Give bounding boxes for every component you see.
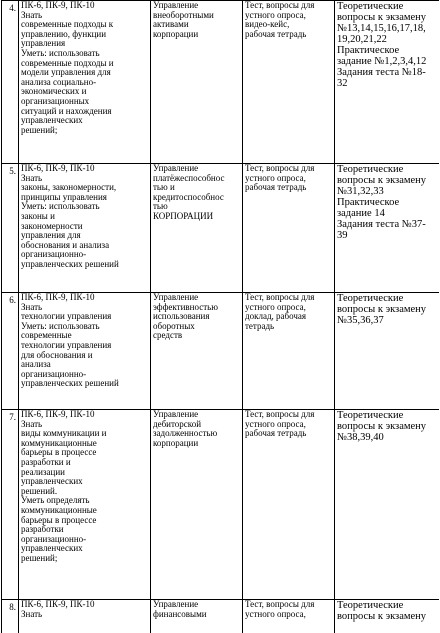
assessment-tool-cell: [243, 410, 335, 600]
cell-line: Знать: [21, 418, 43, 429]
assessment-table: [1, 0, 439, 633]
cell-line: Управление: [153, 409, 199, 419]
cell-line: технологии управления: [21, 311, 112, 322]
cell-line: экономических и: [21, 86, 87, 97]
cell-line: Теоретические: [337, 1, 404, 12]
cell-line: использования: [153, 311, 210, 322]
cell-line: корпорации: [153, 437, 199, 448]
table-row: [2, 1, 440, 164]
cell-line: №38,39,40: [337, 432, 384, 443]
cell-line: кредитоспособнос: [153, 191, 224, 202]
cell-line: анализа социально-: [21, 76, 97, 87]
topic-cell: [151, 410, 243, 600]
cell-line: тью: [153, 201, 168, 212]
exam-questions-cell: [335, 410, 440, 600]
cell-line: Теоретические: [337, 164, 404, 175]
exam-questions-cell: [335, 600, 440, 633]
cell-line: обоснования и анализа: [21, 239, 110, 250]
cell-line: устного опроса,: [245, 608, 306, 619]
cell-line: технологии управления: [21, 339, 112, 350]
exam-questions-cell: [335, 293, 440, 410]
cell-line: устного опроса,: [245, 9, 306, 20]
table-body: [2, 1, 440, 633]
cell-line: Тест, вопросы для: [245, 409, 315, 419]
cell-line: рабочая тетрадь: [245, 428, 307, 439]
cell-line: эффективностью: [153, 301, 218, 312]
table-row: [2, 600, 440, 633]
cell-line: Управление: [153, 292, 199, 302]
cell-line: ПК-6, ПК-9, ПК-10: [21, 292, 95, 302]
assessment-tool-cell: [243, 1, 335, 164]
cell-line: модели управления для: [21, 67, 111, 78]
cell-line: управленческих: [21, 543, 83, 554]
cell-line: доклад, рабочая: [245, 311, 307, 322]
cell-line: управлению, функции: [21, 28, 107, 39]
cell-line: закономерности: [21, 220, 83, 231]
cell-line: дебиторской: [153, 418, 202, 429]
cell-line: задолженностью: [153, 428, 218, 439]
cell-line: платёжеспособнос: [153, 172, 225, 183]
cell-line: организационных: [21, 95, 90, 106]
cell-line: вопросы к экзамену: [337, 175, 427, 186]
table-row: [2, 164, 440, 293]
exam-questions-cell: [335, 1, 440, 164]
table-row: [2, 410, 440, 600]
cell-line: управленческих решений: [21, 258, 119, 269]
cell-line: ПК-6, ПК-9, ПК-10: [21, 409, 95, 419]
cell-line: организационно-: [21, 533, 87, 544]
cell-line: организационно-: [21, 368, 87, 379]
topic-cell: [151, 1, 243, 164]
cell-line: №31,32,33: [337, 186, 384, 197]
cell-line: Уметь: использовать: [21, 320, 100, 331]
cell-line: коммуникационные: [21, 437, 97, 448]
cell-line: анализа: [21, 359, 51, 370]
cell-line: современные подходы и: [21, 57, 114, 68]
assessment-tool-cell: [243, 164, 335, 293]
cell-line: барьеры в процессе: [21, 447, 97, 458]
cell-line: Теоретические: [337, 293, 404, 304]
cell-line: финансовыми: [153, 608, 207, 619]
topic-cell: [151, 164, 243, 293]
document-page: [1, 0, 439, 633]
cell-line: Уметь: использовать: [21, 201, 100, 212]
cell-line: КОРПОРАЦИИ: [153, 210, 214, 221]
table-row: [2, 293, 440, 410]
cell-line: Знать: [21, 301, 43, 312]
cell-line: видео-кейс,: [245, 19, 290, 30]
cell-line: Тест, вопросы для: [245, 292, 315, 302]
cell-line: управления: [21, 38, 66, 49]
cell-line: решений;: [21, 552, 58, 563]
cell-line: управленческих решений: [21, 378, 119, 389]
cell-line: рабочая тетрадь: [245, 28, 307, 39]
cell-line: тью и: [153, 182, 175, 193]
cell-line: Управление: [153, 163, 199, 173]
cell-line: управленческих: [21, 115, 83, 126]
cell-line: рабочая тетрадь: [245, 182, 307, 193]
cell-line: ПК-6, ПК-9, ПК-10: [21, 599, 95, 609]
competence-cell: [19, 410, 151, 600]
cell-line: виды коммуникации и: [21, 428, 107, 439]
competence-cell: [19, 164, 151, 293]
cell-line: устного опроса,: [245, 172, 306, 183]
cell-line: законы и: [21, 210, 55, 221]
cell-line: Знать: [21, 172, 43, 183]
cell-line: ситуаций и нахождения: [21, 105, 112, 116]
competence-cell: [19, 1, 151, 164]
row-number: 6.: [2, 293, 19, 410]
cell-line: Теоретические: [337, 600, 404, 611]
cell-line: барьеры в процессе: [21, 514, 97, 525]
cell-line: вопросы к экзамену: [337, 611, 427, 622]
cell-line: принципы управления: [21, 191, 107, 202]
cell-line: реализации: [21, 466, 65, 477]
topic-cell: [151, 600, 243, 633]
cell-line: вопросы к экзамену: [337, 304, 427, 315]
cell-line: вопросы к экзамену: [337, 421, 427, 432]
cell-line: Тест, вопросы для: [245, 599, 315, 609]
cell-line: управления для: [21, 230, 81, 241]
cell-line: решений;: [21, 124, 58, 135]
cell-line: ПК-6, ПК-9, ПК-10: [21, 0, 95, 10]
cell-line: организационно-: [21, 249, 87, 260]
cell-line: Практическое: [337, 45, 400, 56]
cell-line: задание №1,2,3,4,12: [337, 56, 427, 67]
competence-cell: [19, 293, 151, 410]
cell-line: №13,14,15,16,17,18,: [337, 23, 426, 34]
cell-line: оборотных: [153, 320, 195, 331]
cell-line: задание 14: [337, 208, 385, 219]
cell-line: Тест, вопросы для: [245, 163, 315, 173]
exam-questions-cell: [335, 164, 440, 293]
cell-line: 32: [337, 78, 348, 89]
row-number: 5.: [2, 164, 19, 293]
cell-line: Управление: [153, 599, 199, 609]
cell-line: Тест, вопросы для: [245, 0, 315, 10]
cell-line: Уметь определять: [21, 495, 90, 506]
cell-line: Теоретические: [337, 410, 404, 421]
cell-line: законы, закономерности,: [21, 182, 117, 193]
cell-line: для обоснования и: [21, 349, 93, 360]
row-number: 8.: [2, 600, 19, 633]
cell-line: Знать: [21, 9, 43, 20]
cell-line: Управление: [153, 0, 199, 10]
cell-line: корпорации: [153, 28, 199, 39]
assessment-tool-cell: [243, 600, 335, 633]
cell-line: устного опроса,: [245, 301, 306, 312]
cell-line: современные: [21, 330, 72, 341]
cell-line: вопросы к экзамену: [337, 12, 427, 23]
cell-line: Знать: [21, 608, 43, 619]
cell-line: 39: [337, 230, 348, 241]
row-number: 4.: [2, 1, 19, 164]
cell-line: управленческих: [21, 476, 83, 487]
cell-line: Уметь: использовать: [21, 47, 100, 58]
cell-line: разработки и: [21, 456, 71, 467]
cell-line: тетрадь: [245, 320, 275, 331]
cell-line: разработки: [21, 524, 64, 535]
cell-line: Задания теста №18-: [337, 67, 426, 78]
cell-line: современные подходы к: [21, 19, 114, 30]
cell-line: коммуникационные: [21, 504, 97, 515]
assessment-tool-cell: [243, 293, 335, 410]
cell-line: устного опроса,: [245, 418, 306, 429]
competence-cell: [19, 600, 151, 633]
cell-line: Задания теста №37-: [337, 219, 426, 230]
row-number: 7.: [2, 410, 19, 600]
cell-line: ПК-6, ПК-9, ПК-10: [21, 163, 95, 173]
cell-line: активами: [153, 19, 189, 30]
topic-cell: [151, 293, 243, 410]
cell-line: решений.: [21, 485, 58, 496]
cell-line: Практическое: [337, 197, 400, 208]
cell-line: №35,36,37: [337, 315, 384, 326]
cell-line: внеоборотными: [153, 9, 214, 20]
cell-line: средств: [153, 330, 183, 341]
cell-line: 19,20,21,22: [337, 34, 387, 45]
